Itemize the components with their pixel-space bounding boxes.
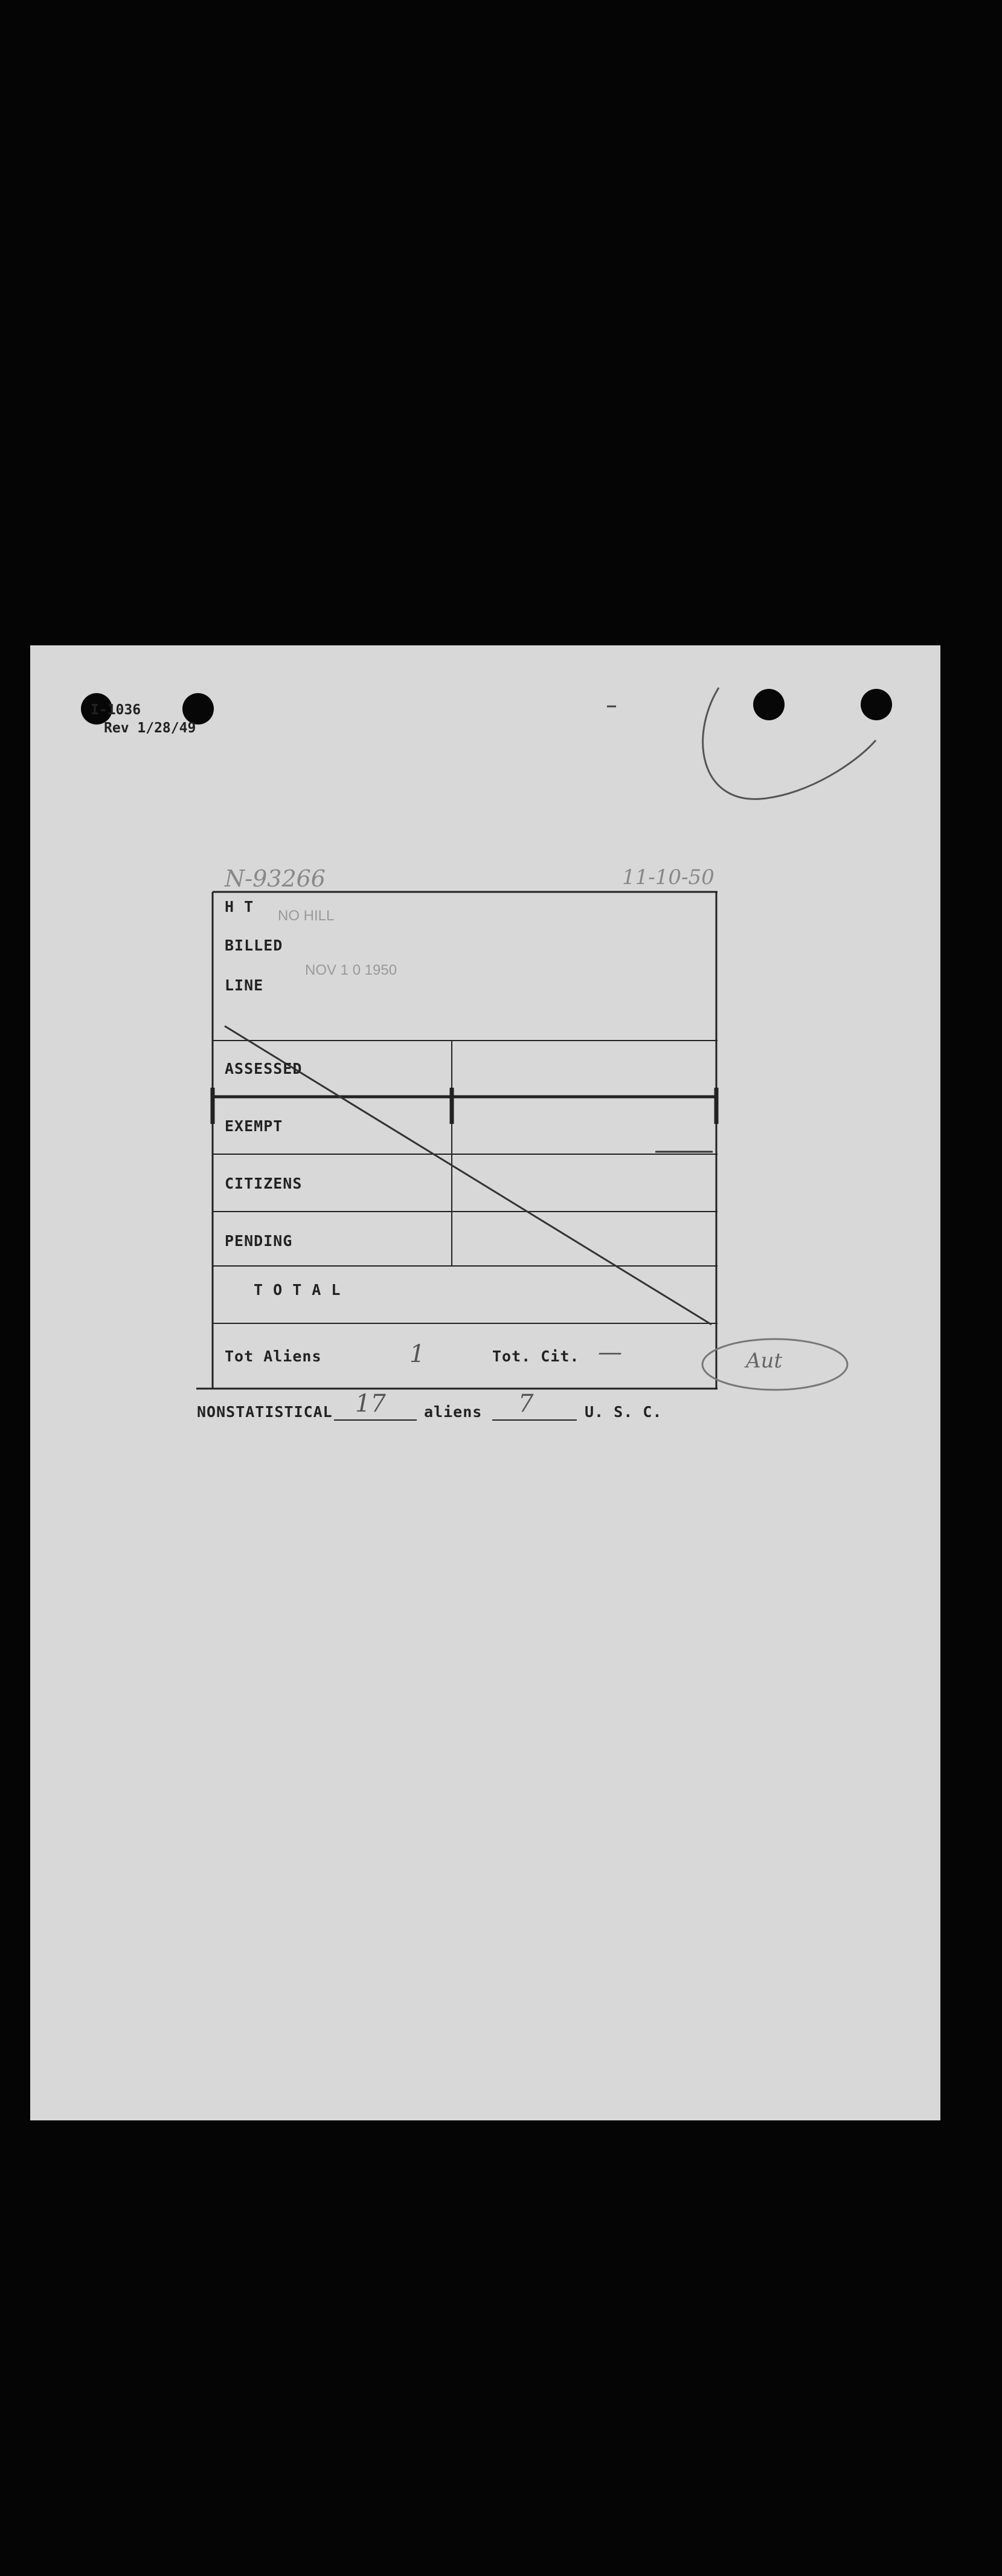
aliens-label: aliens bbox=[424, 1403, 483, 1421]
tot-cit-value: — bbox=[598, 1338, 622, 1366]
header-row-ht: H T bbox=[225, 898, 254, 915]
punch-hole bbox=[861, 689, 892, 720]
header-row-line: LINE bbox=[225, 976, 264, 994]
paper-sheet bbox=[30, 645, 940, 2120]
row-label-assessed: ASSESSED bbox=[225, 1060, 303, 1077]
total-label: T O T A L bbox=[254, 1281, 341, 1299]
tot-aliens-value: 1 bbox=[409, 1340, 425, 1368]
usc-label: U. S. C. bbox=[585, 1403, 663, 1421]
initials: Aut bbox=[746, 1349, 783, 1373]
form-number: I-1036 bbox=[91, 702, 141, 718]
tot-cit-label: Tot. Cit. bbox=[492, 1348, 580, 1365]
stamp-date: NOV 1 0 1950 bbox=[305, 962, 397, 978]
row-label-pending: PENDING bbox=[225, 1232, 293, 1250]
handwritten-date: 11-10-50 bbox=[622, 865, 715, 889]
header-row-billed: BILLED bbox=[225, 937, 283, 954]
row-label-exempt: EXEMPT bbox=[225, 1117, 283, 1135]
nonstat-aliens-value: 17 bbox=[355, 1390, 386, 1418]
nonstatistical-label: NONSTATISTICAL bbox=[197, 1403, 333, 1421]
tot-aliens-label: Tot Aliens bbox=[225, 1348, 322, 1365]
form-revision: Rev 1/28/49 bbox=[104, 720, 196, 736]
stamp-name: NO HILL bbox=[278, 908, 335, 924]
file-number: N-93266 bbox=[225, 865, 326, 892]
nonstat-usc-value: 7 bbox=[518, 1390, 534, 1418]
punch-hole bbox=[753, 689, 785, 720]
row-label-citizens: CITIZENS bbox=[225, 1175, 303, 1192]
